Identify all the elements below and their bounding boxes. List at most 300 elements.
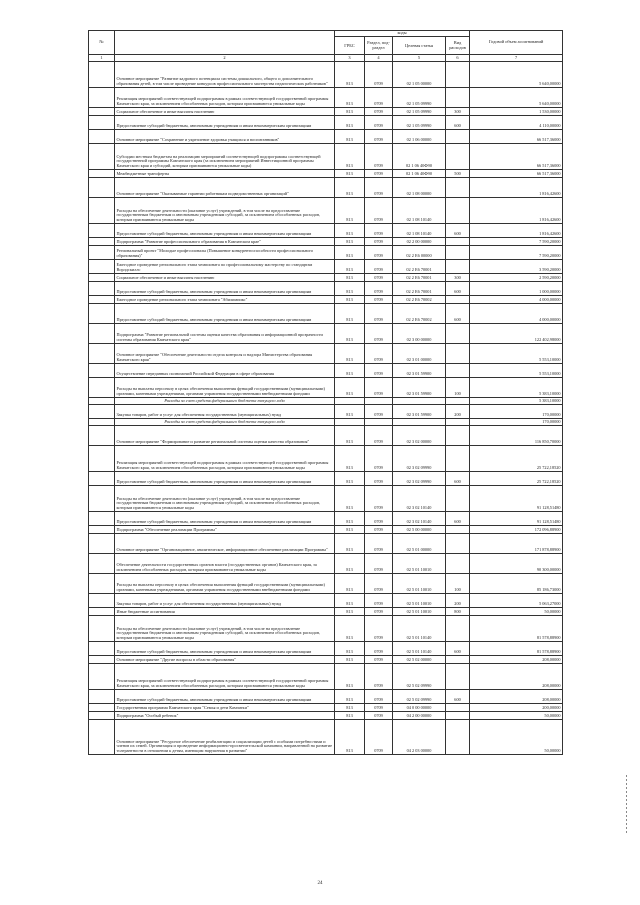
row-vid xyxy=(446,485,470,511)
table-row xyxy=(89,237,563,245)
row-amount: 170,00000 xyxy=(470,404,563,418)
row-razdel: 0709 xyxy=(365,719,393,754)
row-name: Реализация мероприятий соответствующей подпрограммы в рамках соответствующей государственной программы Камчатского края, за исключением обособленных расходов, которым присваиваются уникальные коды xyxy=(115,663,335,689)
row-num xyxy=(89,273,115,281)
row-vid xyxy=(446,197,470,223)
row-razdel: 0709 xyxy=(365,323,393,343)
row-grbs: 813 xyxy=(335,197,365,223)
row-target: 02 2 Е6 70001 xyxy=(393,281,446,295)
row-num xyxy=(89,445,115,471)
table-row xyxy=(89,177,563,197)
row-amount: 50,00000 xyxy=(470,711,563,719)
row-target: 02 3 01 00000 xyxy=(393,343,446,363)
row-vid xyxy=(446,533,470,553)
row-razdel: 0709 xyxy=(365,593,393,607)
row-grbs: 813 xyxy=(335,303,365,323)
row-amount: 1 000,00000 xyxy=(470,281,563,295)
row-vid: 200 xyxy=(446,593,470,607)
row-name: Предоставление субсидий бюджетным, автономным учреждениям и иным некоммерческим организациям xyxy=(115,115,335,129)
row-name: Расходы на выплаты персоналу в целях обеспечения выполнения функций государственными (муниципальными) органами, казенными учреждениями, органами управления государственными внебюджетными фондами xyxy=(115,377,335,397)
row-target: 02 2 Е6 70001 xyxy=(393,273,446,281)
row-target: 02 1 08 10140 xyxy=(393,197,446,223)
table-header xyxy=(89,31,563,62)
row-amount: 50,00000 xyxy=(470,719,563,754)
row-name: Основное мероприятие "Обеспечение деятельности отдела контроля и надзора Министерства образования Камчатского края" xyxy=(115,343,335,363)
row-vid: 600 xyxy=(446,471,470,485)
header-num: № xyxy=(89,31,115,55)
row-name: Ежегодное проведение регионального этапа чемпионата "Абилимпикс" xyxy=(115,295,335,303)
row-name: Предоставление субсидий бюджетным, автономным учреждениям и иным некоммерческим организациям xyxy=(115,641,335,655)
row-target: 02 5 01 10140 xyxy=(393,641,446,655)
table-row xyxy=(89,61,563,87)
row-amount: 171 878,88900 xyxy=(470,533,563,553)
row-grbs: 813 xyxy=(335,129,365,143)
row-vid xyxy=(446,237,470,245)
row-grbs: 813 xyxy=(335,223,365,237)
row-target: 02 1 05 00000 xyxy=(393,61,446,87)
row-amount: 172 096,88900 xyxy=(470,525,563,533)
table-row xyxy=(89,323,563,343)
colnum: 5 xyxy=(393,55,446,61)
row-num xyxy=(89,719,115,754)
row-razdel: 0709 xyxy=(365,259,393,273)
row-target: 02 5 02 00000 xyxy=(393,655,446,663)
row-name: Подпрограмма "Особый ребенок" xyxy=(115,711,335,719)
row-vid xyxy=(446,87,470,107)
table-row xyxy=(89,607,563,615)
row-name: Реализация мероприятий соответствующей подпрограммы в рамках соответствующей государственной программы Камчатского края, за исключением обособленных расходов, которым присваиваются уникальные коды xyxy=(115,87,335,107)
row-target: 04 2 00 00000 xyxy=(393,711,446,719)
row-amount: 1 816,42600 xyxy=(470,197,563,223)
table-row xyxy=(89,711,563,719)
row-num xyxy=(89,655,115,663)
row-num xyxy=(89,223,115,237)
row-amount: 1 530,00000 xyxy=(470,107,563,115)
table-body xyxy=(89,61,563,754)
row-num xyxy=(89,553,115,573)
row-amount: 5 383,10000 xyxy=(470,397,563,404)
row-amount: 85 186,73000 xyxy=(470,573,563,593)
table-row xyxy=(89,418,563,425)
table-row xyxy=(89,689,563,703)
row-name: Региональный проект "Молодые профессионалы (Повышение конкурентоспособности профессионального образования)" xyxy=(115,245,335,259)
row-num xyxy=(89,525,115,533)
row-name: Основное мероприятие "Сохранение и укрепление здоровья учащихся и воспитанников" xyxy=(115,129,335,143)
row-grbs: 813 xyxy=(335,323,365,343)
row-target: 02 2 Е6 70001 xyxy=(393,259,446,273)
row-vid: 600 xyxy=(446,303,470,323)
margin-mark xyxy=(625,775,629,835)
row-grbs: 813 xyxy=(335,61,365,87)
row-amount: 5 640,00000 xyxy=(470,61,563,87)
row-vid: 200 xyxy=(446,404,470,418)
row-razdel: 0709 xyxy=(365,553,393,573)
row-grbs: 813 xyxy=(335,404,365,418)
row-razdel: 0709 xyxy=(365,169,393,177)
row-razdel: 0709 xyxy=(365,511,393,525)
row-num xyxy=(89,404,115,418)
row-amount: 5 553,10000 xyxy=(470,343,563,363)
table-row xyxy=(89,87,563,107)
row-name: Субсидии местным бюджетам на реализацию мероприятий соответствующей подпрограммы соответствующей государственной программы Камчатского края (за исключением мероприятий Инвестиционной программы Камчатского края и субсидий, которым присваиваются уникальные коды) xyxy=(115,143,335,169)
table-row xyxy=(89,525,563,533)
row-grbs: 813 xyxy=(335,87,365,107)
row-razdel: 0709 xyxy=(365,471,393,485)
row-num xyxy=(89,245,115,259)
row-num xyxy=(89,303,115,323)
header-codes: коды xyxy=(335,31,470,37)
row-name: Иные бюджетные ассигнования xyxy=(115,607,335,615)
table-row xyxy=(89,573,563,593)
row-vid xyxy=(446,615,470,641)
row-vid xyxy=(446,323,470,343)
colnum: 3 xyxy=(335,55,365,61)
row-razdel: 0709 xyxy=(365,295,393,303)
row-amount: 25 722,18520 xyxy=(470,471,563,485)
row-grbs: 813 xyxy=(335,281,365,295)
table-row xyxy=(89,295,563,303)
row-grbs: 813 xyxy=(335,237,365,245)
row-num xyxy=(89,323,115,343)
row-vid: 800 xyxy=(446,607,470,615)
row-razdel: 0709 xyxy=(365,655,393,663)
row-target: 02 1 05 09990 xyxy=(393,107,446,115)
row-num xyxy=(89,471,115,485)
row-name: Предоставление субсидий бюджетным, автономным учреждениям и иным некоммерческим организациям xyxy=(115,471,335,485)
row-vid xyxy=(446,259,470,273)
row-razdel: 0709 xyxy=(365,115,393,129)
row-grbs: 813 xyxy=(335,703,365,711)
row-amount: 90 300,00000 xyxy=(470,553,563,573)
row-grbs: 813 xyxy=(335,115,365,129)
row-amount: 1 816,42600 xyxy=(470,177,563,197)
row-grbs: 813 xyxy=(335,511,365,525)
table-row xyxy=(89,511,563,525)
row-razdel: 0709 xyxy=(365,404,393,418)
row-razdel: 0709 xyxy=(365,607,393,615)
row-razdel: 0709 xyxy=(365,177,393,197)
row-num xyxy=(89,129,115,143)
row-vid xyxy=(446,245,470,259)
row-amount: 50,00000 xyxy=(470,607,563,615)
row-amount: 7 590,20000 xyxy=(470,245,563,259)
row-target: 02 3 02 10140 xyxy=(393,485,446,511)
row-name: Предоставление субсидий бюджетным, автономным учреждениям и иным некоммерческим организациям xyxy=(115,281,335,295)
row-name: Подпрограмма "Обеспечение реализации Программы" xyxy=(115,525,335,533)
row-target: 02 5 02 09990 xyxy=(393,663,446,689)
table-row xyxy=(89,107,563,115)
row-num xyxy=(89,711,115,719)
row-amount: 5 640,00000 xyxy=(470,87,563,107)
row-name: Основное мероприятие "Другие вопросы в области образования" xyxy=(115,655,335,663)
row-razdel: 0709 xyxy=(365,711,393,719)
row-razdel: 0709 xyxy=(365,143,393,169)
header-name xyxy=(115,31,335,55)
row-vid: 300 xyxy=(446,273,470,281)
row-num xyxy=(89,107,115,115)
row-target: 02 3 00 00000 xyxy=(393,323,446,343)
row-num xyxy=(89,377,115,397)
budget-table xyxy=(88,30,563,755)
row-vid: 300 xyxy=(446,107,470,115)
header-target: Целевая статья xyxy=(393,37,446,55)
colnum: 2 xyxy=(115,55,335,61)
row-amount: 208,00000 xyxy=(470,663,563,689)
row-num xyxy=(89,641,115,655)
table-row xyxy=(89,303,563,323)
row-target: 02 5 01 10010 xyxy=(393,593,446,607)
row-name: Расходы за счет средств федерального бюджета текущего года xyxy=(115,397,335,404)
table-row xyxy=(89,129,563,143)
header-razdel: Раздел, под-раздел xyxy=(365,37,393,55)
table-row xyxy=(89,615,563,641)
row-razdel: 0709 xyxy=(365,525,393,533)
row-vid xyxy=(446,445,470,471)
header-vid: Вид расходов xyxy=(446,37,470,55)
row-vid: 600 xyxy=(446,223,470,237)
row-num xyxy=(89,689,115,703)
row-num xyxy=(89,295,115,303)
row-grbs: 813 xyxy=(335,471,365,485)
row-amount: 208,00000 xyxy=(470,689,563,703)
row-grbs: 813 xyxy=(335,425,365,445)
row-target: 02 1 06 40Ф90 xyxy=(393,169,446,177)
row-num xyxy=(89,177,115,197)
row-razdel: 0709 xyxy=(365,533,393,553)
row-razdel: 0709 xyxy=(365,615,393,641)
row-amount: 122 402,98000 xyxy=(470,323,563,343)
row-grbs: 813 xyxy=(335,593,365,607)
row-razdel: 0709 xyxy=(365,245,393,259)
row-num xyxy=(89,87,115,107)
row-name: Подпрограмма "Развитие профессионального образования в Камчатском крае" xyxy=(115,237,335,245)
row-vid xyxy=(446,719,470,754)
row-target xyxy=(393,397,446,404)
row-num xyxy=(89,143,115,169)
row-vid xyxy=(446,525,470,533)
row-target: 02 1 08 00000 xyxy=(393,177,446,197)
row-razdel: 0709 xyxy=(365,223,393,237)
table-row xyxy=(89,471,563,485)
row-grbs: 813 xyxy=(335,641,365,655)
row-num xyxy=(89,237,115,245)
row-vid xyxy=(446,663,470,689)
row-num xyxy=(89,418,115,425)
row-num xyxy=(89,397,115,404)
table-row xyxy=(89,343,563,363)
row-amount: 4 000,00000 xyxy=(470,303,563,323)
row-num xyxy=(89,197,115,223)
row-razdel: 0709 xyxy=(365,303,393,323)
table-row xyxy=(89,397,563,404)
row-target: 04 2 03 00000 xyxy=(393,719,446,754)
row-vid xyxy=(446,711,470,719)
row-num xyxy=(89,425,115,445)
table-row xyxy=(89,115,563,129)
row-vid: 500 xyxy=(446,169,470,177)
row-grbs: 813 xyxy=(335,295,365,303)
row-grbs: 813 xyxy=(335,533,365,553)
row-amount: 1 816,42600 xyxy=(470,223,563,237)
table-row xyxy=(89,281,563,295)
row-target: 02 5 00 00000 xyxy=(393,525,446,533)
row-grbs: 813 xyxy=(335,445,365,471)
row-vid: 100 xyxy=(446,377,470,397)
row-razdel: 0709 xyxy=(365,197,393,223)
row-grbs: 813 xyxy=(335,107,365,115)
row-amount: 208,00000 xyxy=(470,655,563,663)
row-vid xyxy=(446,129,470,143)
row-vid: 600 xyxy=(446,511,470,525)
row-num xyxy=(89,61,115,87)
row-num xyxy=(89,363,115,377)
row-target: 02 5 02 09990 xyxy=(393,689,446,703)
row-num xyxy=(89,511,115,525)
row-grbs: 813 xyxy=(335,169,365,177)
row-name: Расходы на обеспечение деятельности (оказание услуг) учреждений, в том числе на предоставление государственным бюджетным и автономным учреждениям субсидий, за исключением обособленных расходов, которым присваиваются уникальные коды xyxy=(115,197,335,223)
header-amount: Годовой объем ассигнований xyxy=(470,31,563,55)
row-amount: 5 063,27000 xyxy=(470,593,563,607)
row-grbs: 813 xyxy=(335,663,365,689)
row-target: 02 3 02 09990 xyxy=(393,471,446,485)
row-amount: 170,00000 xyxy=(470,418,563,425)
row-name: Закупка товаров, работ и услуг для обеспечения государственных (муниципальных) нужд xyxy=(115,593,335,607)
table-row xyxy=(89,641,563,655)
row-name: Ежегодное проведение регионального этапа чемпионата по профессиональному мастерству по стандартам Ворлдскиллс xyxy=(115,259,335,273)
row-razdel: 0709 xyxy=(365,87,393,107)
row-amount: 91 128,51480 xyxy=(470,511,563,525)
row-target: 02 3 01 59900 xyxy=(393,363,446,377)
table-row xyxy=(89,593,563,607)
row-amount: 66 517,36000 xyxy=(470,129,563,143)
row-vid xyxy=(446,655,470,663)
row-grbs: 813 xyxy=(335,525,365,533)
row-amount: 3 590,20000 xyxy=(470,259,563,273)
row-razdel: 0709 xyxy=(365,61,393,87)
row-razdel: 0709 xyxy=(365,273,393,281)
row-num xyxy=(89,607,115,615)
colnum: 1 xyxy=(89,55,115,61)
row-vid xyxy=(446,143,470,169)
page-number: 24 xyxy=(317,881,323,886)
row-vid: 600 xyxy=(446,641,470,655)
row-razdel: 0709 xyxy=(365,689,393,703)
row-name: Расходы за счет средств федерального бюджета текущего года xyxy=(115,418,335,425)
row-amount: 4 110,00000 xyxy=(470,115,563,129)
row-vid: 600 xyxy=(446,115,470,129)
row-razdel: 0709 xyxy=(365,281,393,295)
row-name: Основное мероприятие "Развитие кадрового потенциала системы дошкольного, общего и дополнительного образования детей, в том числе проведение конкурсов профессионального мастерства педагогических работников" xyxy=(115,61,335,87)
table-row xyxy=(89,404,563,418)
row-target: 02 1 06 40Ф90 xyxy=(393,143,446,169)
row-target: 02 3 01 59900 xyxy=(393,404,446,418)
row-amount: 7 590,20000 xyxy=(470,237,563,245)
row-razdel: 0709 xyxy=(365,425,393,445)
row-grbs: 813 xyxy=(335,573,365,593)
row-amount: 81 578,88900 xyxy=(470,641,563,655)
row-razdel: 0709 xyxy=(365,237,393,245)
table-row xyxy=(89,533,563,553)
row-grbs: 813 xyxy=(335,485,365,511)
row-name: Обеспечение деятельности государственных органов власти (государственных органов) Камчатского края, за исключением обособленных расходов, которым присваиваются уникальные коды xyxy=(115,553,335,573)
row-target: 02 3 01 59900 xyxy=(393,377,446,397)
row-target: 02 2 Е6 70002 xyxy=(393,303,446,323)
table-row xyxy=(89,425,563,445)
row-name: Предоставление субсидий бюджетным, автономным учреждениям и иным некоммерческим организациям xyxy=(115,303,335,323)
row-target: 02 3 02 10140 xyxy=(393,511,446,525)
row-vid xyxy=(446,397,470,404)
row-name: Предоставление субсидий бюджетным, автономным учреждениям и иным некоммерческим организациям xyxy=(115,511,335,525)
table-row xyxy=(89,719,563,754)
row-target: 02 5 01 10140 xyxy=(393,615,446,641)
row-target: 02 2 00 00000 xyxy=(393,237,446,245)
row-num xyxy=(89,573,115,593)
row-num xyxy=(89,115,115,129)
row-amount: 116 850,70000 xyxy=(470,425,563,445)
row-grbs: 813 xyxy=(335,143,365,169)
colnum: 6 xyxy=(446,55,470,61)
row-name: Основное мероприятие "Ресурсное обеспечение реабилитации и социализации детей с особыми потребностями и членов их семей. Организация и проведение информационно-просветительской кампании, направленной на развитие толерантности в отношении к детям, имеющим нарушения в развитии" xyxy=(115,719,335,754)
row-vid xyxy=(446,61,470,87)
row-grbs: 813 xyxy=(335,719,365,754)
row-target: 02 5 01 00000 xyxy=(393,533,446,553)
table-row xyxy=(89,223,563,237)
row-grbs xyxy=(335,418,365,425)
table-row xyxy=(89,553,563,573)
row-num xyxy=(89,615,115,641)
row-razdel: 0709 xyxy=(365,107,393,115)
row-target: 02 1 05 09990 xyxy=(393,115,446,129)
row-razdel: 0709 xyxy=(365,641,393,655)
row-amount: 200,00000 xyxy=(470,703,563,711)
table-row xyxy=(89,143,563,169)
row-vid: 600 xyxy=(446,689,470,703)
row-target: 04 0 00 00000 xyxy=(393,703,446,711)
colnum: 7 xyxy=(470,55,563,61)
row-grbs: 813 xyxy=(335,343,365,363)
row-vid xyxy=(446,295,470,303)
row-grbs xyxy=(335,397,365,404)
row-razdel: 0709 xyxy=(365,363,393,377)
row-name: Социальное обеспечение и иные выплаты населению xyxy=(115,107,335,115)
row-amount: 66 517,36000 xyxy=(470,143,563,169)
row-amount: 91 128,51480 xyxy=(470,485,563,511)
table-row xyxy=(89,655,563,663)
row-num xyxy=(89,281,115,295)
row-target: 02 1 05 09990 xyxy=(393,87,446,107)
row-num xyxy=(89,259,115,273)
row-razdel xyxy=(365,418,393,425)
row-target: 02 1 08 10140 xyxy=(393,223,446,237)
row-grbs: 813 xyxy=(335,259,365,273)
row-name: Расходы на выплаты персоналу в целях обеспечения выполнения функций государственными (муниципальными) органами, казенными учреждениями, органами управления государственными внебюджетными фондами xyxy=(115,573,335,593)
table-row xyxy=(89,197,563,223)
row-amount: 5 553,10000 xyxy=(470,363,563,377)
row-target: 02 3 02 00000 xyxy=(393,425,446,445)
row-grbs: 813 xyxy=(335,615,365,641)
row-razdel: 0709 xyxy=(365,663,393,689)
row-name: Закупка товаров, работ и услуг для обеспечения государственных (муниципальных) нужд xyxy=(115,404,335,418)
row-razdel: 0709 xyxy=(365,445,393,471)
row-name: Межбюджетные трансферты xyxy=(115,169,335,177)
row-target: 02 5 01 10010 xyxy=(393,573,446,593)
row-vid xyxy=(446,703,470,711)
table-row xyxy=(89,259,563,273)
row-num xyxy=(89,343,115,363)
row-name: Подпрограмма "Развитие региональной системы оценки качества образования и информационной прозрачности системы образования Камчатского края" xyxy=(115,323,335,343)
row-num xyxy=(89,703,115,711)
row-amount: 81 578,88900 xyxy=(470,615,563,641)
